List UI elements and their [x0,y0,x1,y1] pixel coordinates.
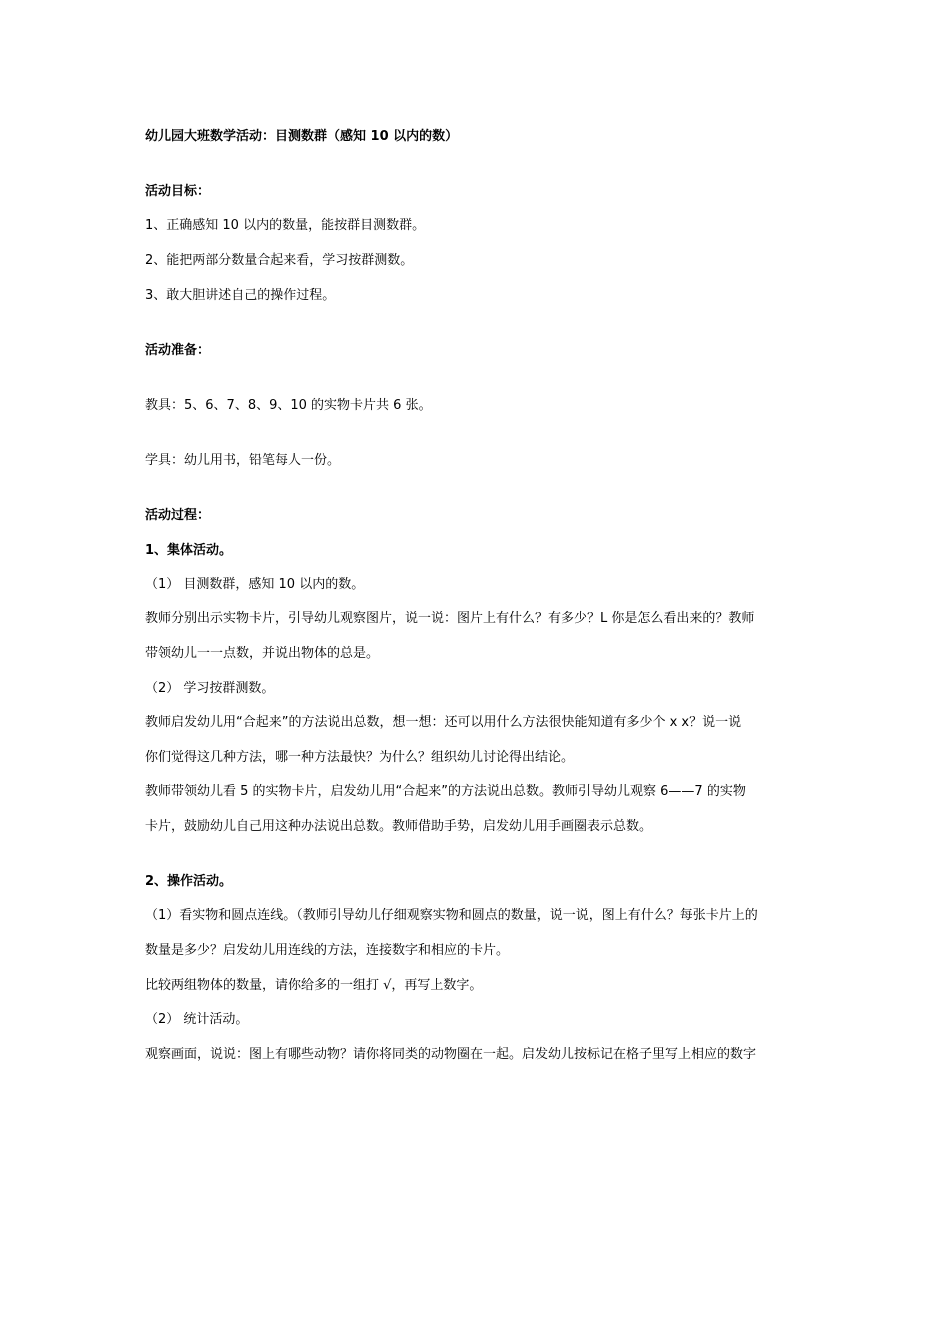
section1-line: （2） 学习按群测数。 [145,681,275,696]
goal-item-2: 2、能把两部分数量合起来看，学习按群测数。 [145,253,414,268]
section2-line: （2） 统计活动。 [145,1012,249,1027]
preparation-heading: 活动准备： [145,343,211,358]
goals-heading: 活动目标： [145,184,211,199]
section2-line: （1）看实物和圆点连线。（教师引导幼儿仔细观察实物和圆点的数量，说一说，图上有什么？每张卡片上的 [145,908,758,923]
section1-line: 带领幼儿一一点数，并说出物体的总是。 [145,646,380,661]
section1-line: 教师分别出示实物卡片，引导幼儿观察图片，说一说：图片上有什么？有多少？L 你是怎么看出来的？教师 [145,611,755,626]
goal-item-1: 1、正确感知 10 以内的数量，能按群目测数群。 [145,218,426,233]
section2-line: 观察画面，说说：图上有哪些动物？请你将同类的动物圈在一起。启发幼儿按标记在格子里写上相应的数字 [145,1047,757,1062]
section2-heading: 2、操作活动。 [145,874,233,889]
process-heading: 活动过程： [145,508,211,523]
section1-line: 教师带领幼儿看 5 的实物卡片，启发幼儿用“合起来”的方法说出总数。教师引导幼儿观察 6——7 的实物 [145,784,746,799]
student-tools: 学具：幼儿用书，铅笔每人一份。 [145,453,341,468]
section2-line: 比较两组物体的数量，请你给多的一组打 √，再写上数字。 [145,978,483,993]
section1-line: （1） 目测数群，感知 10 以内的数。 [145,577,365,592]
section1-heading: 1、集体活动。 [145,543,233,558]
section1-line: 教师启发幼儿用“合起来”的方法说出总数，想一想：还可以用什么方法很快能知道有多少个 x x？说一说 [145,715,742,730]
section1-line: 你们觉得这几种方法，哪一种方法最快？为什么？组织幼儿讨论得出结论。 [145,750,575,765]
goal-item-3: 3、敢大胆讲述自己的操作过程。 [145,288,336,303]
section1-line: 卡片，鼓励幼儿自己用这种办法说出总数。教师借助手势，启发幼儿用手画圈表示总数。 [145,819,653,834]
teacher-tools: 教具：5、6、7、8、9、10 的实物卡片共 6 张。 [145,398,432,413]
document-title: 幼儿园大班数学活动：目测数群（感知 10 以内的数） [145,129,459,144]
section2-line: 数量是多少？启发幼儿用连线的方法，连接数字和相应的卡片。 [145,943,510,958]
